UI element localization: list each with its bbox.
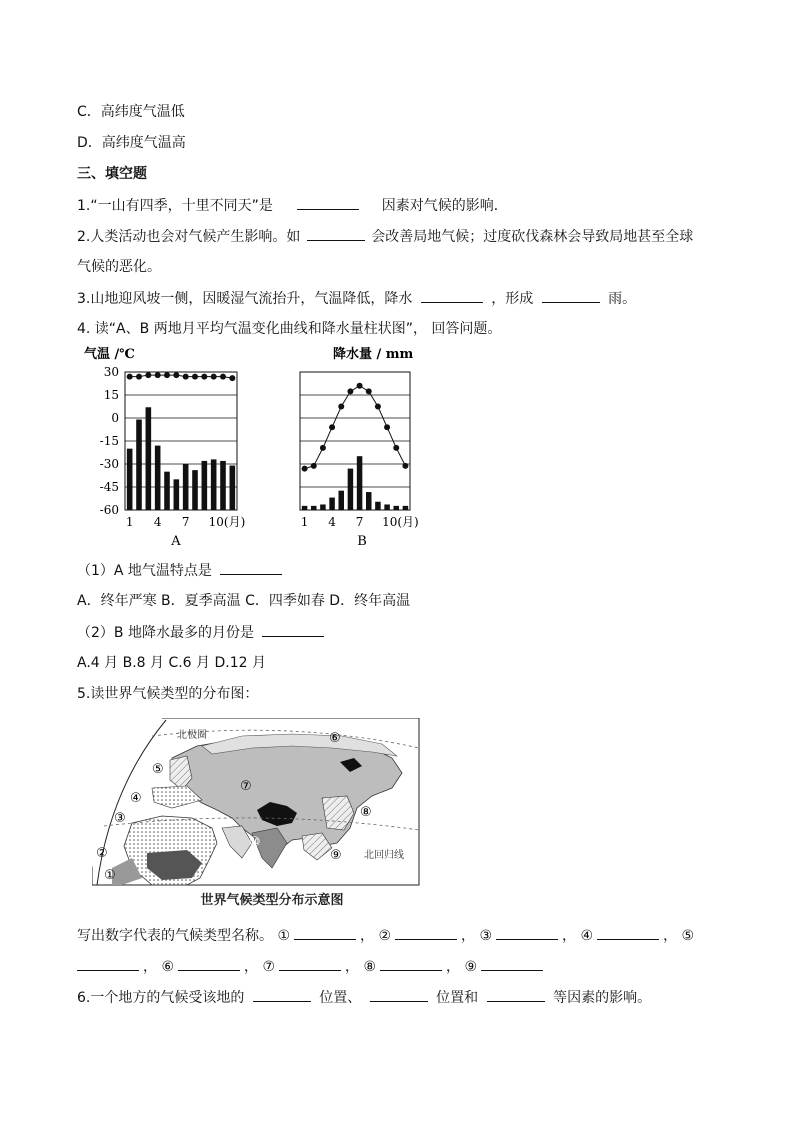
chart-a-xtick: 10(月) (208, 515, 246, 529)
sep: ， (446, 959, 461, 975)
chart-a-line (130, 375, 233, 378)
chart-a-bar (136, 420, 142, 510)
q3-blank-2[interactable] (542, 288, 600, 303)
option-d: D．高纬度气温高 (77, 135, 186, 151)
sep: ， (360, 928, 375, 944)
answer-label-9: ⑨ (464, 959, 478, 975)
map-number-8: ⑧ (360, 805, 372, 820)
question-5-answers-2 (77, 956, 547, 977)
map-number-2: ② (96, 846, 108, 861)
question-5: 5.读世界气候类型的分布图： (77, 686, 259, 702)
q6-text-b: 位置和 (436, 990, 479, 1006)
chart-b-bar (375, 502, 381, 510)
q5-blank-9[interactable] (481, 956, 543, 971)
q5-blank-8[interactable] (380, 956, 442, 971)
q2-text-end: 会改善局地气候；过度砍伐森林会导致局地甚至全球 (371, 229, 694, 245)
sep: ， (663, 928, 678, 944)
q1-text: 1.“一山有四季，十里不同天”是 (77, 198, 273, 214)
chart-a-bar (230, 466, 236, 510)
chart-a-ytick: 30 (103, 365, 119, 379)
chart-a (84, 346, 245, 549)
chart-a-label: A (171, 534, 181, 549)
chart-a-ytick: -60 (99, 503, 119, 517)
question-4: 4. 读“A、B 两地月平均气温变化曲线和降水量柱状图”， 回答问题。 (77, 321, 502, 337)
chart-b-point (375, 404, 381, 410)
answer-label-7: ⑦ (262, 959, 276, 975)
chart-a-xtick: 7 (181, 515, 190, 529)
q5-instruction: 写出数字代表的气候类型名称。 (77, 928, 273, 944)
chart-b-point (320, 445, 326, 451)
chart-a-bar (183, 464, 189, 510)
chart-b-point (393, 445, 399, 451)
climate-map (92, 718, 422, 914)
chart-b-line (305, 386, 406, 469)
chart-b-bar (329, 498, 335, 510)
chart-a-bar (164, 472, 170, 510)
chart-a-bar (192, 470, 198, 510)
chart-a-point (155, 372, 161, 378)
option-c: C．高纬度气温低 (77, 104, 185, 120)
q5-blank-4[interactable] (597, 925, 659, 940)
question-2-line2: 气候的恶化。 (77, 259, 161, 275)
chart-a-ytick: 15 (103, 388, 119, 402)
q5-blank-7[interactable] (279, 956, 341, 971)
chart-b-bar (403, 506, 409, 510)
chart-a-bar (146, 407, 152, 510)
chart-a-point (136, 374, 142, 380)
sep: ， (461, 928, 476, 944)
q5-blank-6[interactable] (178, 956, 240, 971)
chart-b-xtick: 4 (328, 515, 336, 529)
chart-b-ylabel: 降水量 / mm (333, 347, 414, 362)
chart-a-point (145, 372, 151, 378)
chart-a-point (211, 374, 217, 380)
chart-b-point (347, 388, 353, 394)
chart-b-bar (366, 492, 372, 510)
climate-charts (80, 342, 440, 554)
chart-b-bar (394, 506, 400, 510)
q4-sub1-text: （1）A 地气温特点是 (77, 563, 212, 579)
answer-label-1: ① (277, 928, 291, 944)
map-caption: 世界气候类型分布示意图 (200, 893, 344, 908)
question-4-sub1-options: A．终年严寒 B．夏季高温 C．四季如春 D．终年高温 (77, 593, 411, 609)
q5-blank-3[interactable] (496, 925, 558, 940)
q6-text: 6.一个地方的气候受该地的 (77, 990, 245, 1006)
question-6 (77, 987, 651, 1008)
q3-text: 3.山地迎风坡一侧，因暖湿气流抬升，气温降低，降水 (77, 291, 413, 307)
answer-label-8: ⑧ (363, 959, 377, 975)
map-number-1: ① (104, 868, 116, 883)
chart-a-ytick: -45 (99, 480, 119, 494)
chart-a-bar (155, 446, 161, 510)
answer-label-6: ⑥ (161, 959, 175, 975)
chart-b-bar (302, 506, 308, 510)
q3-text-end: 雨。 (608, 291, 637, 307)
q4-sub2-blank[interactable] (262, 622, 324, 637)
question-4-sub2-options: A.4 月 B.8 月 C.6 月 D.12 月 (77, 655, 266, 671)
chart-a-point (229, 375, 235, 381)
chart-b-point (366, 388, 372, 394)
chart-a-xtick: 1 (125, 515, 134, 529)
chart-a-point (201, 374, 207, 380)
tropic-label: 北回归线 (364, 850, 404, 861)
q5-blank-1[interactable] (294, 925, 356, 940)
answer-label-4: ④ (580, 928, 594, 944)
chart-b-bar (348, 469, 354, 510)
sep: ， (562, 928, 577, 944)
question-2 (77, 226, 693, 247)
map-number-5: ⑤ (152, 762, 164, 777)
chart-a-bar (211, 459, 217, 510)
chart-a-point (220, 374, 226, 380)
chart-a-point (173, 372, 179, 378)
answer-label-5: ⑤ (681, 928, 695, 944)
chart-a-bar (127, 449, 133, 510)
chart-b-xtick: 1 (300, 515, 309, 529)
q4-sub2-text: （2）B 地降水最多的月份是 (77, 625, 254, 641)
chart-b-point (311, 463, 317, 469)
question-4-sub1 (77, 560, 286, 581)
chart-b (300, 346, 419, 549)
chart-a-ytick: -30 (99, 457, 119, 471)
q6-blank-2[interactable] (370, 987, 428, 1002)
q2-text: 2.人类活动也会对气候产生影响。如 (77, 229, 301, 245)
chart-b-point (338, 404, 344, 410)
chart-a-point (127, 374, 133, 380)
chart-a-bar (220, 461, 226, 510)
chart-b-bar (339, 491, 345, 510)
chart-a-point (192, 374, 198, 380)
q5-blank-2[interactable] (395, 925, 457, 940)
map-number-7: ⑦ (240, 779, 252, 794)
q2-blank[interactable] (307, 226, 365, 241)
map-number-6: ⑥ (329, 731, 341, 746)
q6-blank-3[interactable] (487, 987, 545, 1002)
chart-b-bar (320, 504, 326, 510)
chart-b-bar (384, 504, 390, 510)
chart-b-xtick: 10(月) (382, 515, 419, 529)
sep: ， (244, 959, 259, 975)
q1-text-end: 因素对气候的影响． (381, 198, 508, 214)
q5-blank-5[interactable] (77, 956, 139, 971)
chart-a-bar (174, 479, 180, 510)
q4-sub1-blank[interactable] (220, 560, 282, 575)
question-3 (77, 288, 636, 309)
chart-b-xtick: 7 (355, 515, 364, 529)
chart-b-point (357, 383, 363, 389)
chart-a-point (183, 374, 189, 380)
q6-text-a: 位置、 (319, 990, 362, 1006)
chart-b-point (402, 463, 408, 469)
q3-text-mid: ，形成 (491, 291, 534, 307)
chart-a-ylabel: 气温 /℃ (84, 347, 135, 362)
section-title: 三、填空题 (77, 166, 147, 182)
sep: ， (143, 959, 157, 975)
q3-blank-1[interactable] (421, 288, 483, 303)
map-number-4: ④ (130, 791, 142, 806)
chart-b-label: B (357, 534, 367, 549)
map-number-3: ③ (114, 811, 126, 826)
question-5-answers-1 (77, 925, 694, 946)
chart-a-ytick: 0 (111, 411, 119, 425)
chart-a-bar (202, 461, 208, 510)
sep: ， (345, 959, 360, 975)
question-1 (77, 195, 508, 216)
chart-b-point (302, 466, 308, 472)
chart-b-bar (357, 456, 363, 510)
chart-b-point (384, 424, 390, 430)
q1-blank[interactable] (297, 195, 359, 210)
chart-b-bar (311, 506, 317, 510)
chart-a-point (164, 372, 170, 378)
chart-a-ytick: -15 (99, 434, 119, 448)
map-number-9: ⑨ (330, 848, 342, 863)
answer-label-3: ③ (479, 928, 493, 944)
map-number-10: ⑩ (249, 835, 261, 850)
chart-a-xtick: 4 (153, 515, 162, 529)
question-4-sub2 (77, 622, 328, 643)
answer-label-2: ② (378, 928, 392, 944)
arctic-circle-label: 北极圈 (177, 730, 207, 741)
chart-b-point (329, 424, 335, 430)
q6-text-end: 等因素的影响。 (553, 990, 652, 1006)
q6-blank-1[interactable] (253, 987, 311, 1002)
